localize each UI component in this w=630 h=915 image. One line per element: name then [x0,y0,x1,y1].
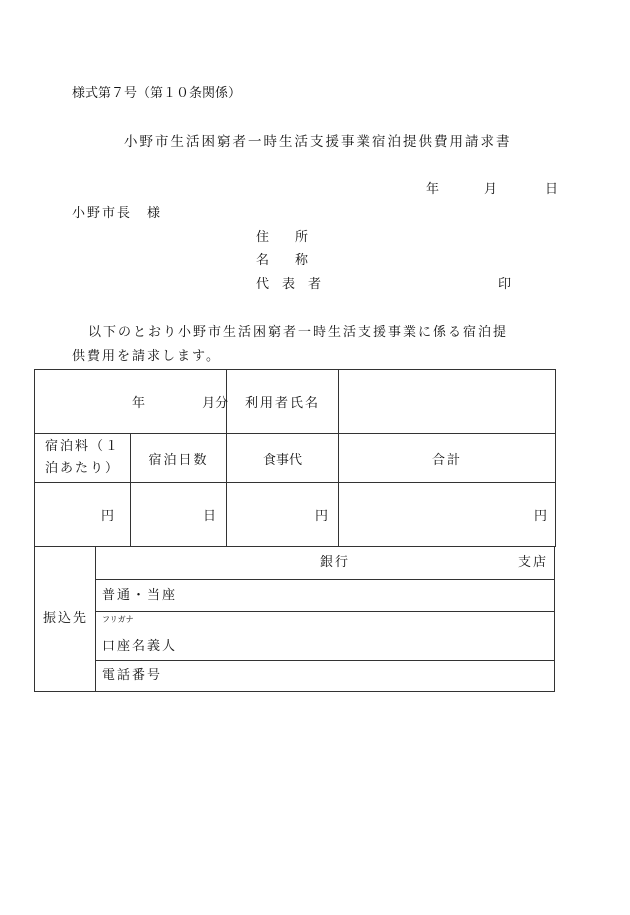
phone-row[interactable] [96,660,554,691]
fee-amount-cell[interactable] [35,483,131,547]
meals-header: 食事代 [227,434,339,483]
account-holder-row[interactable] [96,611,554,661]
transfer-section [34,546,555,692]
user-name-header: 利用者氏名 [227,370,339,434]
name-label: 名 称 [256,253,309,268]
nights-header: 宿泊日数 [131,434,227,483]
account-holder-label: 口座名義人 [102,639,178,654]
date-day-label: 日 [545,182,559,197]
total-header: 合計 [339,434,556,483]
bank-label: 銀行 [320,555,351,570]
total-unit: 円 [534,509,548,524]
fee-header-line1: 宿泊料（１ [45,439,121,454]
transfer-label-cell [35,547,96,691]
furigana-label: フリガナ [102,615,134,624]
nights-unit: 日 [203,509,217,524]
bank-branch-row[interactable] [96,547,554,580]
account-type-label: 普通・当座 [102,588,178,603]
request-table [34,369,556,547]
billing-month-label: 月分 [202,396,229,411]
total-amount-cell[interactable] [339,483,556,547]
user-name-value [339,370,556,434]
fee-header [35,434,131,483]
form-number: 様式第７号（第１０条関係） [72,86,242,101]
body-text-line2: 供費用を請求します。 [72,349,221,364]
fee-unit: 円 [100,509,114,524]
seal-mark: 印 [498,277,512,292]
addressee: 小野市長 様 [72,206,163,221]
billing-year-label: 年 [132,396,146,411]
nights-count-cell[interactable] [131,483,227,547]
date-year-label: 年 [426,182,440,197]
branch-label: 支店 [518,555,549,570]
transfer-label: 振込先 [43,611,89,626]
document-title: 小野市生活困窮者一時生活支援事業宿泊提供費用請求書 [124,134,512,150]
address-label: 住 所 [256,230,309,245]
representative-label: 代 表 者 [256,277,322,292]
phone-label: 電話番号 [102,668,163,683]
date-month-label: 月 [484,182,498,197]
meals-unit: 円 [315,509,329,524]
fee-header-line2: 泊あたり） [45,461,121,476]
account-type-row[interactable] [96,579,554,612]
billing-month-cell [35,370,227,434]
body-text-line1: 以下のとおり小野市生活困窮者一時生活支援事業に係る宿泊提 [88,325,509,340]
meals-amount-cell[interactable] [227,483,339,547]
